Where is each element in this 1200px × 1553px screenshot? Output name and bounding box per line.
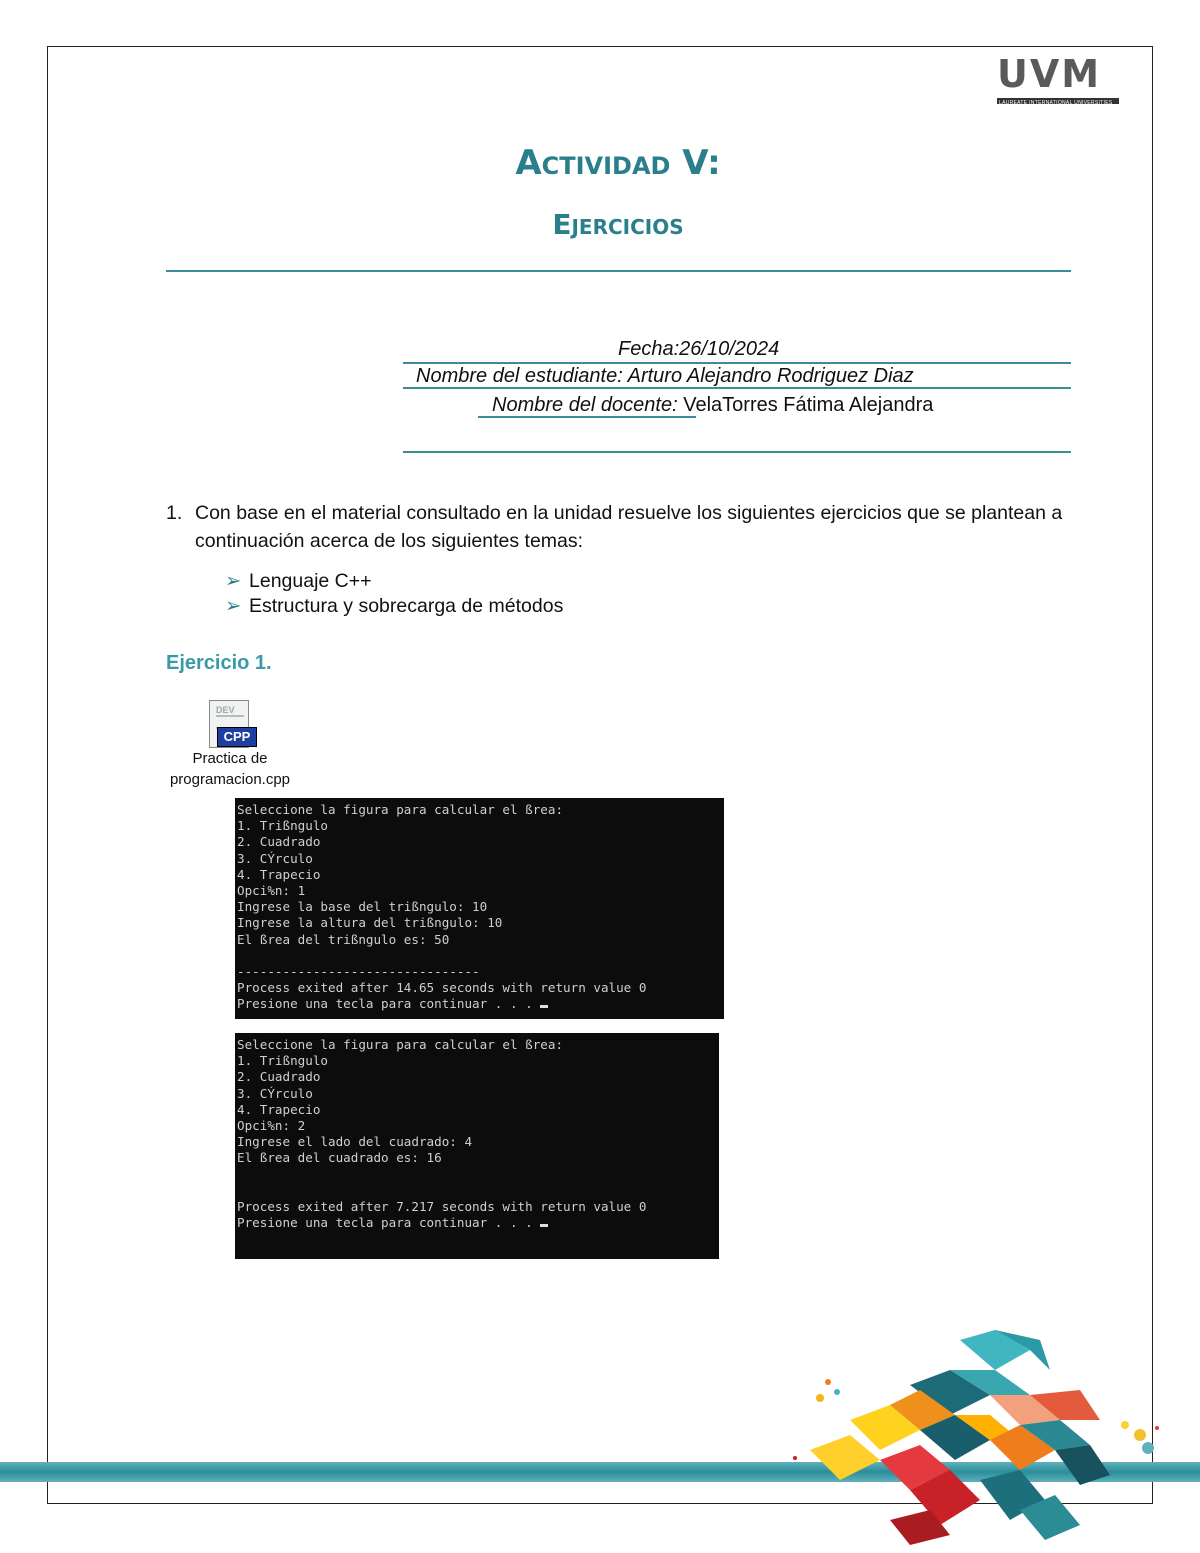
logo-tagline: LAUREATE INTERNATIONAL UNIVERSITIES: [999, 100, 1113, 106]
title-divider: [166, 270, 1071, 272]
date-field: Fecha:26/10/2024: [618, 338, 780, 360]
console-line: Opci%n: 2: [237, 1118, 306, 1134]
console-output-1: [235, 798, 724, 1019]
console-cursor: [540, 1224, 548, 1227]
console-output-2: [235, 1033, 719, 1259]
console-line: 4. Trapecio: [237, 866, 321, 882]
attachment-name-line1[interactable]: Practica de: [192, 750, 268, 767]
console-line: 4. Trapecio: [237, 1101, 321, 1117]
student-name-field: Nombre del estudiante: Arturo Alejandro Rodriguez Diaz: [416, 365, 914, 387]
console-line: Process exited after 7.217 seconds with return value 0: [237, 1199, 647, 1215]
instructions-text: Con base en el material consultado en la unidad resuelve los siguientes ejercicios que se plantean a continuación acerca de los siguientes temas:: [195, 502, 1063, 552]
console-line: Presione una tecla para continuar . . .: [237, 1215, 719, 1231]
teacher-label: Nombre del docente:: [492, 394, 678, 416]
console-line: Ingrese el lado del cuadrado: 4: [237, 1134, 473, 1150]
console-line: El ßrea del cuadrado es: 16: [237, 1150, 442, 1166]
cpp-file-icon[interactable]: [207, 700, 257, 748]
console-line: 2. Cuadrado: [237, 1069, 321, 1085]
uvm-logo: [997, 52, 1122, 108]
console-line: [237, 1183, 719, 1199]
topic-label: Lenguaje C++: [249, 570, 372, 592]
console-line: 1. Trißngulo: [237, 1053, 328, 1069]
console-line: 3. CÝrculo: [237, 850, 313, 866]
console-line: [237, 948, 724, 964]
arrow-bullet-icon: ➢: [225, 570, 242, 592]
teacher-value: VelaTorres Fátima Alejandra: [677, 394, 934, 416]
console-line: 1. Trißngulo: [237, 818, 328, 834]
field-underline: [403, 362, 1071, 364]
console-line: --------------------------------: [237, 964, 480, 980]
teacher-label-underline: [478, 416, 696, 418]
console-line: 3. CÝrculo: [237, 1085, 313, 1101]
topic-bullet: [225, 569, 372, 593]
document-subtitle: Ejercicios: [552, 208, 684, 241]
console-line: Process exited after 14.65 seconds with return value 0: [237, 980, 647, 996]
console-line: Seleccione la figura para calcular el ßrea:: [237, 1037, 564, 1052]
cpp-badge: CPP: [217, 727, 257, 747]
field-underline: [403, 387, 1071, 389]
console-line: Presione una tecla para continuar . . .: [237, 996, 724, 1012]
topic-label: Estructura y sobrecarga de métodos: [249, 595, 564, 617]
logo-text: UVM: [997, 52, 1102, 96]
console-cursor: [540, 1005, 548, 1008]
list-number: 1.: [166, 502, 183, 524]
console-line: Ingrese la altura del trißngulo: 10: [237, 915, 503, 931]
cube-decoration: [790, 1330, 1170, 1553]
console-line: Seleccione la figura para calcular el ßrea:: [237, 802, 564, 817]
attachment-name-line2[interactable]: programacion.cpp: [169, 771, 291, 788]
console-line: El ßrea del trißngulo es: 50: [237, 931, 450, 947]
console-line: 2. Cuadrado: [237, 834, 321, 850]
document-title: Actividad V:: [515, 143, 721, 183]
teacher-name-field: [492, 394, 933, 417]
console-line: [237, 1167, 719, 1183]
console-line: Opci%n: 1: [237, 883, 306, 899]
topic-bullet: [225, 594, 563, 618]
console-line: Ingrese la base del trißngulo: 10: [237, 899, 488, 915]
dev-label: DEV: [216, 705, 235, 715]
exercise-heading: Ejercicio 1.: [166, 652, 272, 674]
field-underline: [403, 451, 1071, 453]
instructions: [166, 499, 1066, 555]
arrow-bullet-icon: ➢: [225, 595, 242, 617]
